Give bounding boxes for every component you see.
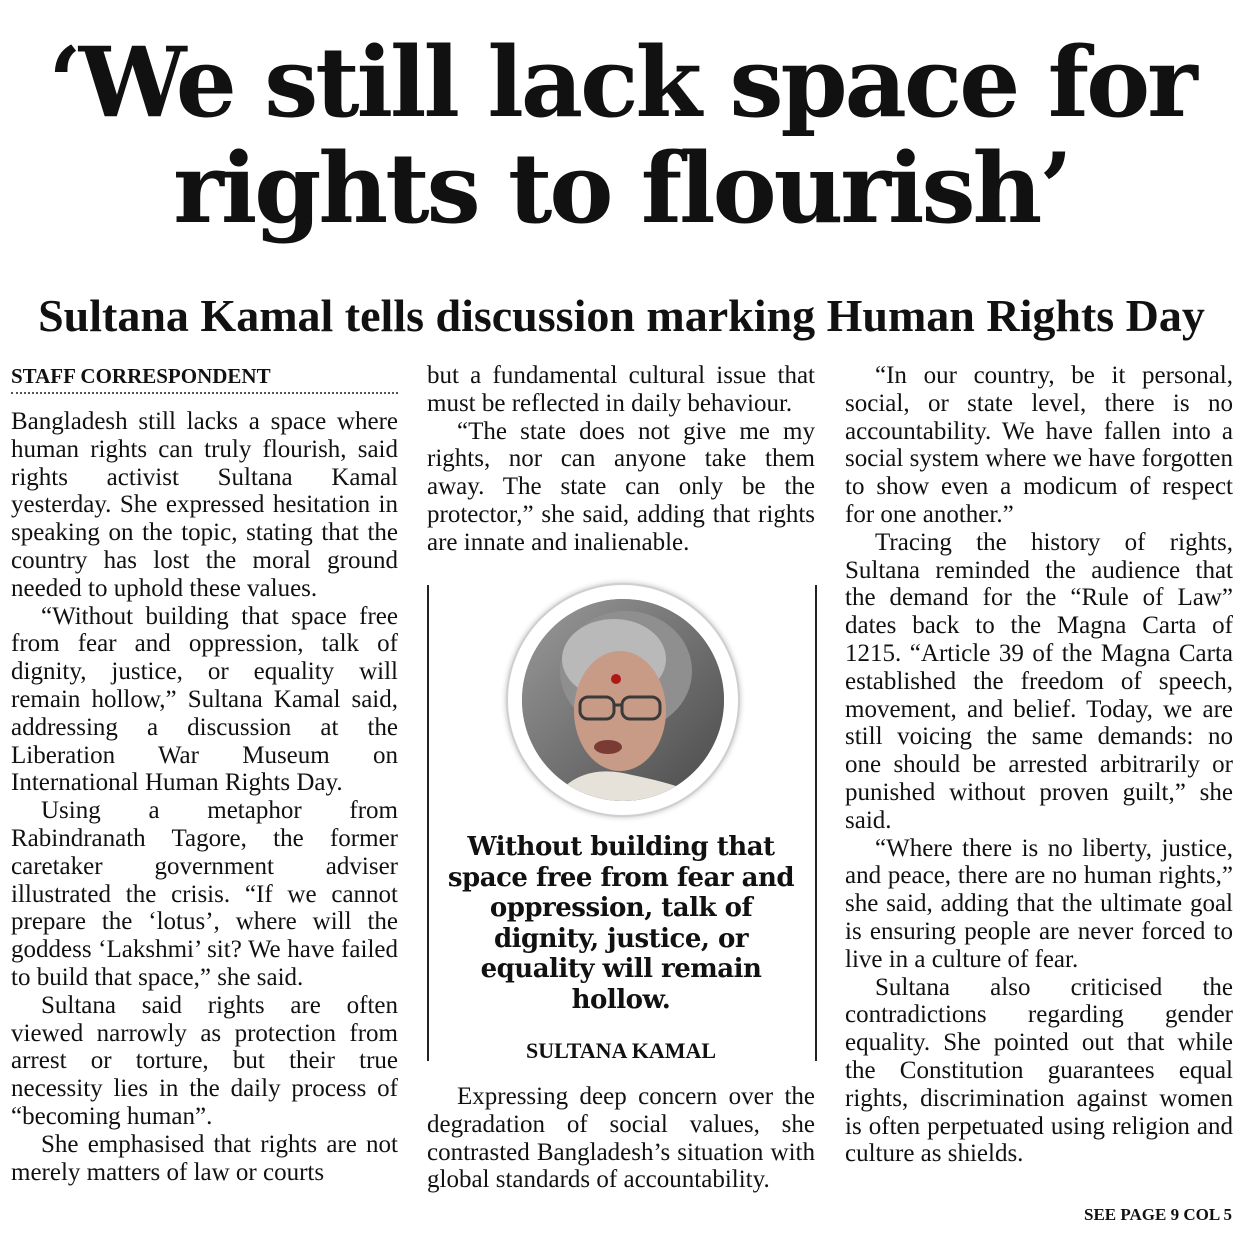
pullquote-left-rule (427, 585, 429, 1061)
pullquote-right-rule (815, 585, 817, 1061)
paragraph: “In our country, be it personal, social, or state level, there is no accountability. We have fallen into a social system where we have forgotten to show even a modicum of respect for one another.” (845, 362, 1233, 528)
article-column-3 (845, 362, 1233, 1168)
pullquote-text: Without building that space free from fear and oppression, talk of dignity, justice, or equality will remain hollow. (447, 832, 795, 1015)
article-column-1 (11, 362, 398, 1186)
paragraph: Using a metaphor from Rabindranath Tagore, the former caretaker government adviser illustrated the crisis. “If we cannot prepare the ‘lotus’, where will the goddess ‘Lakshmi’ sit? We have failed to build that space,” she said. (11, 797, 398, 991)
subheadline: Sultana Kamal tells discussion marking Human Rights Day (38, 290, 1205, 341)
article-column-2-top (427, 362, 815, 557)
paragraph: Sultana also criticised the contradictions regarding gender equality. She pointed out that while the Constitution guarantees equal rights, discrimination against women is often perpetuated using religion and culture as shields. (845, 973, 1233, 1168)
paragraph: but a fundamental cultural issue that must be reflected in daily behaviour. (427, 362, 815, 417)
paragraph: Expressing deep concern over the degradation of social values, she contrasted Bangladesh’s situation with global standards of accountability. (427, 1083, 815, 1194)
paragraph: She emphasised that rights are not merely matters of law or courts (11, 1130, 398, 1186)
continued-jump-line: SEE PAGE 9 COL 5 (1084, 1205, 1232, 1224)
paragraph: “Without building that space free from fear and oppression, talk of dignity, justice, or equality will remain hollow,” Sultana Kamal said, addressing a discussion at the Liberation War Museum on International Human Rights Day. (11, 602, 398, 797)
paragraph: “The state does not give me my rights, nor can anyone take them away. The state can only be the protector,” she said, adding that rights are innate and inalienable. (427, 417, 815, 556)
headline-line-2: rights to flourish’ (173, 132, 1070, 245)
portrait-illustration (522, 599, 724, 801)
paragraph: Tracing the history of rights, Sultana reminded the audience that the demand for the “Rule of Law” dates back to the Magna Carta of 1215. “Article 39 of the Magna Carta established the freedom of speech, movement, and belief. Today, we are still voicing the same demands: no one should be arrested arbitrarily or punished without proven guilt,” she said. (845, 528, 1233, 834)
article-column-2-bottom (427, 1083, 815, 1194)
author-photo (522, 599, 724, 801)
headline-line-1: ‘We still lack space for (48, 26, 1195, 139)
paragraph: Bangladesh still lacks a space where human rights can truly flourish, said rights activist Sultana Kamal yesterday. She expressed hesitation in speaking on the topic, stating that the country has lost the moral ground needed to uphold these values. (11, 408, 398, 602)
pullquote-attribution: SULTANA KAMAL (525, 1038, 717, 1063)
paragraph: “Where there is no liberty, justice, and peace, there are no human rights,” she said, adding that the ultimate goal is ensuring people are never forced to live in a culture of fear. (845, 834, 1233, 973)
byline: STAFF CORRESPONDENT (11, 364, 271, 388)
author-photo-frame (506, 583, 740, 817)
paragraph: Sultana said rights are often viewed narrowly as protection from arrest or torture, but their true necessity lies in the daily process of “becoming human”. (11, 991, 398, 1130)
byline-divider (11, 392, 398, 394)
headline (0, 26, 1243, 245)
